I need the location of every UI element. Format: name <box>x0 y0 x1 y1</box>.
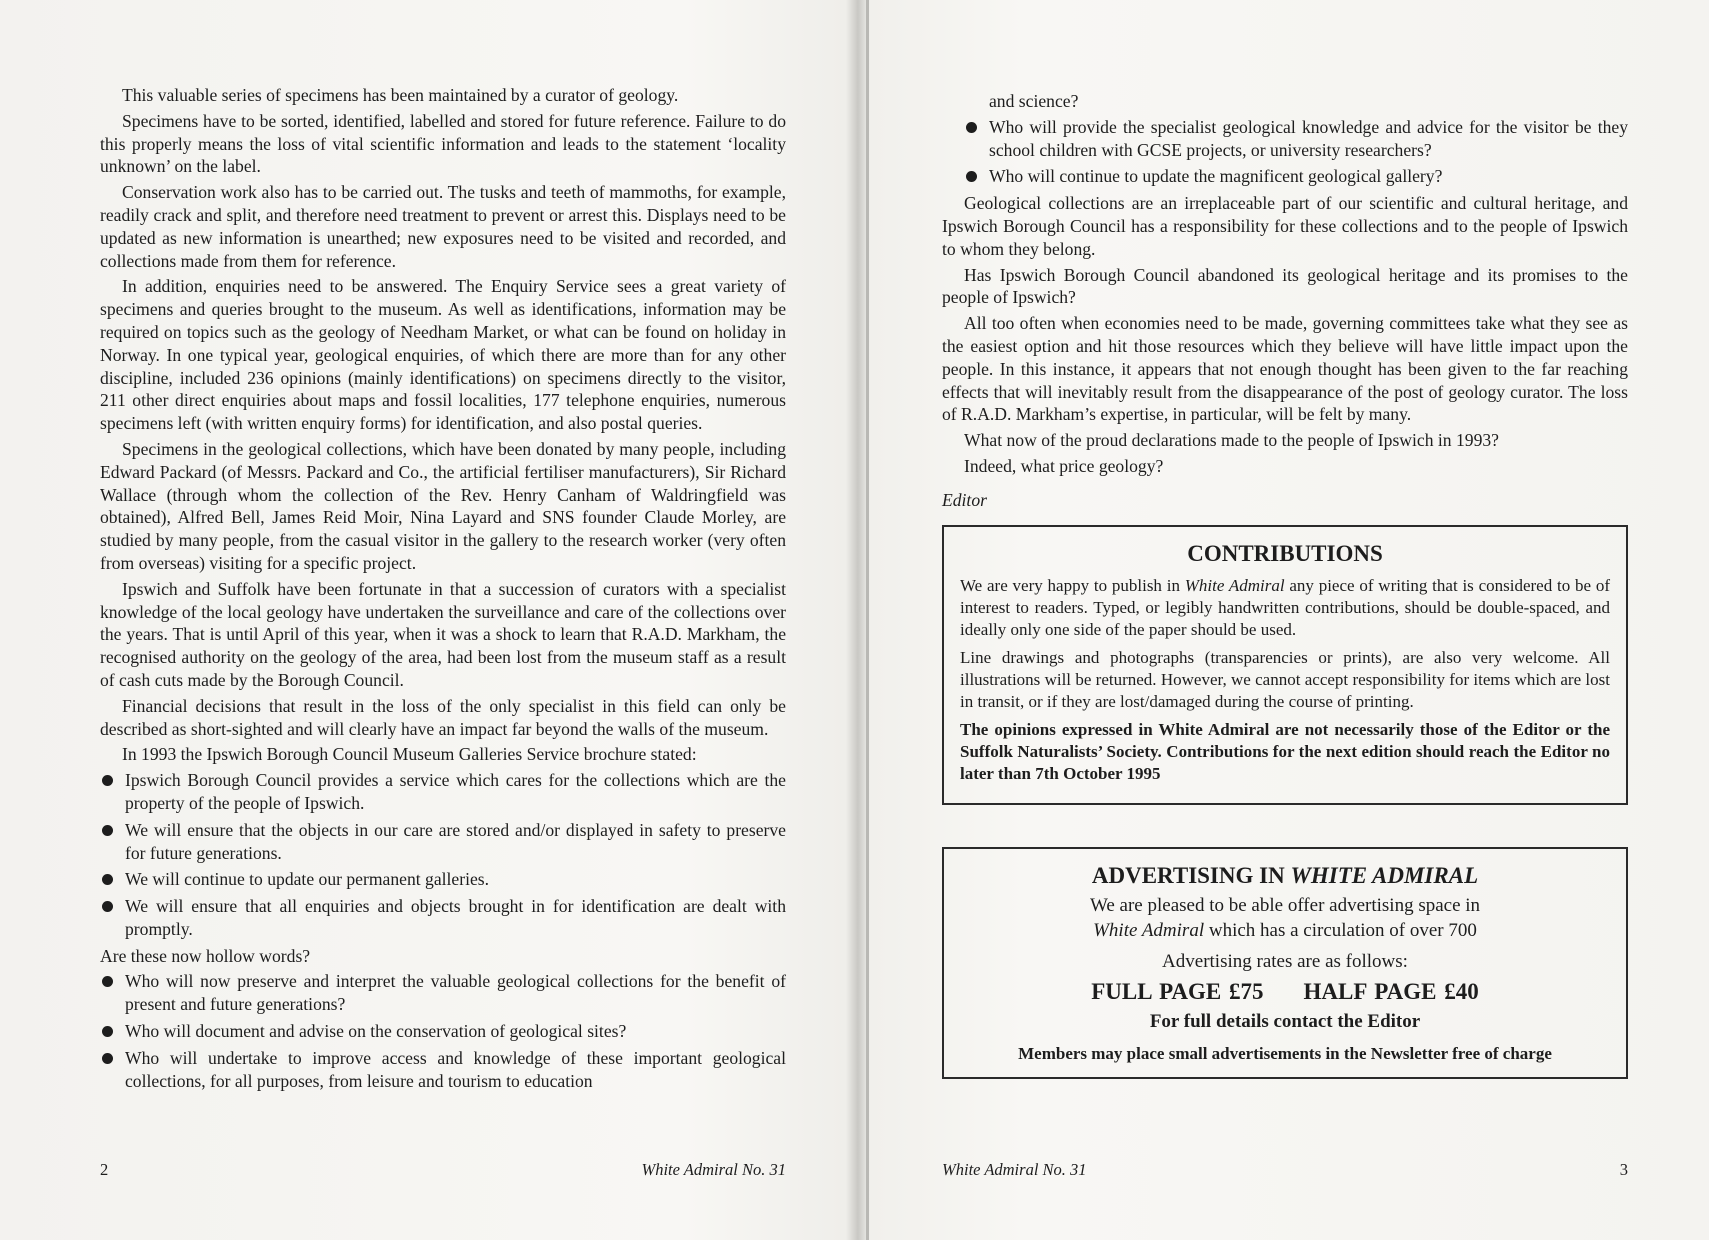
bullet-icon <box>102 1026 113 1037</box>
list-item <box>100 1047 786 1093</box>
advertising-title <box>960 863 1610 889</box>
paragraph: All too often when economies need to be made, governing committees take what they see as the easiest option and hit those resources which they believe will have little impact upon the people. In this instance, it appears that not enough thought has been given to the far reaching effects that will inevitably result from the disappearance of the post of geology curator. The loss of R.A.D. Markham’s expertise, in particular, will be felt by many. <box>942 313 1628 425</box>
right-page <box>942 0 1628 1240</box>
continuation-line: and science? <box>989 91 1079 111</box>
paragraph: Specimens have to be sorted, identified, labelled and stored for future reference. Failure to do this properly means the loss of vital scientific information and leads to the statement ‘locality unknown’ on the label. <box>100 110 786 177</box>
bullet-icon <box>102 775 113 786</box>
text-run: We are very happy to publish in <box>960 575 1185 595</box>
list-item <box>100 819 786 865</box>
list-item <box>942 116 1628 162</box>
text-run: which has a circulation of over 700 <box>1204 919 1477 941</box>
contact-line: For full details contact the Editor <box>1149 1010 1421 1032</box>
list-item-text: Who will document and advise on the conservation of geological sites? <box>125 1021 627 1042</box>
editor-signature: Editor <box>942 489 987 510</box>
paragraph: Ipswich and Suffolk have been fortunate in that a succession of curators with a specialist knowledge of the local geology have undertaken the surveillance and care of the collections over the years. That is until April of this year, when it was a shock to learn that R.A.D. Markham, the recognised authority on the geology of the area, had been lost from the museum staff as a result of cash cuts made by the Borough Council. <box>100 578 786 690</box>
list-item <box>100 769 786 815</box>
list-item <box>100 1020 786 1043</box>
members-note: Members may place small advertisements in the Newsletter free of charge <box>1018 1043 1552 1063</box>
list-item-text: Who will continue to update the magnificent geological gallery? <box>989 166 1443 187</box>
running-footer-right: White Admiral No. 31 <box>942 1160 1087 1179</box>
paragraph: Financial decisions that result in the loss of the only specialist in this field can only be described as short-sighted and will clearly have an impact far beyond the walls of the museum. <box>100 695 786 739</box>
paragraph: Specimens in the geological collections, which have been donated by many people, including Edward Packard (of Messrs. Packard and Co., the artificial fertiliser manufacturers), Sir Richard Wallace (through whom the collection of the Rev. Henry Canham of Waldringfield was obtained), Alfred Bell, James Reid Moir, Nina Layard and SNS founder Claude Morley, are studied by many people, from the casual visitor in the gallery to the research worker (very often from overseas) visiting for a specific project. <box>100 438 786 573</box>
left-page <box>100 0 786 1240</box>
bullet-icon <box>966 171 977 182</box>
contributions-box <box>942 525 1628 805</box>
bullet-icon <box>966 122 977 133</box>
bullet-icon <box>102 825 113 836</box>
questions-list-continued <box>942 116 1628 188</box>
paragraph: What now of the proud declarations made to the people of Ipswich in 1993? <box>964 430 1499 451</box>
list-item <box>100 895 786 941</box>
paragraph: This valuable series of specimens has been maintained by a curator of geology. <box>122 85 679 105</box>
questions-list <box>100 970 786 1092</box>
bullet-icon <box>102 901 113 912</box>
contributions-title: CONTRIBUTIONS <box>1187 540 1383 566</box>
bullet-icon <box>102 874 113 885</box>
page-gutter <box>866 0 869 1240</box>
advertising-prices <box>960 978 1610 1004</box>
paragraph: In addition, enquiries need to be answered. The Enquiry Service sees a great variety of specimens and queries brought to the museum. As well as identifications, information may be required on topics such as the geology of Needham Market, or what can be found on holiday in Norway. In one typical year, geological enquiries, of which there are more than for any other discipline, included 236 opinions (mainly identifications) on specimens directly to the visitor, 211 other direct enquiries about maps and fossil localities, 177 telephone enquiries, numerous specimens left (with written enquiry forms) for identification, and also postal queries. <box>100 276 786 434</box>
rates-intro: Advertising rates are as follows: <box>1162 950 1408 972</box>
left-text-column <box>100 84 786 1096</box>
list-item-text: Who will now preserve and interpret the valuable geological collections for the benefit of present and future generations? <box>125 971 786 1015</box>
contributions-paragraph <box>960 575 1610 641</box>
disclaimer: The opinions expressed in White Admiral are not necessarily those of the Editor or the Suffolk Naturalists’ Society. Contributions for the next edition should reach the Editor no later than 7th October 1995 <box>960 719 1610 783</box>
list-item <box>100 868 786 891</box>
text-run: ADVERTISING IN <box>1091 862 1291 888</box>
list-item-text: Who will undertake to improve access and knowledge of these important geological collections, for all purposes, from leisure and tourism to education <box>125 1047 786 1091</box>
bullet-icon <box>102 976 113 987</box>
list-item-text: We will continue to update our permanent galleries. <box>125 869 490 890</box>
paragraph: Has Ipswich Borough Council abandoned its geological heritage and its promises to the people of Ipswich? <box>942 264 1628 308</box>
advertising-line: We are pleased to be able offer advertising space in <box>1089 894 1481 916</box>
publication-name: WHITE ADMIRAL <box>1290 862 1479 888</box>
list-item-text: We will ensure that the objects in our care are stored and/or displayed in safety to preserve for future generations. <box>125 819 786 863</box>
running-footer-left: White Admiral No. 31 <box>641 1160 786 1179</box>
page-number-left: 2 <box>100 1160 109 1179</box>
question-line: Are these now hollow words? <box>100 945 311 966</box>
list-item <box>100 970 786 1016</box>
list-item-text: Ipswich Borough Council provides a service which cares for the collections which are the property of the people of Ipswich. <box>125 770 786 813</box>
paragraph: Conservation work also has to be carried out. The tusks and teeth of mammoths, for example, readily crack and split, and therefore need treatment to prevent or arrest this. Displays need to be updated as new information is unearthed; new exposures need to be visited and recorded, and collections made from them for reference. <box>100 182 786 271</box>
paragraph: In 1993 the Ipswich Borough Council Museum Galleries Service brochure stated: <box>122 744 697 765</box>
list-item-text: We will ensure that all enquiries and objects brought in for identification are dealt with promptly. <box>125 896 786 939</box>
publication-name: White Admiral <box>1093 919 1205 941</box>
right-text-column <box>942 90 1628 1079</box>
bullet-icon <box>102 1053 113 1064</box>
text-run: any piece of writing that is considered to be of interest to readers. Typed, or legibly handwritten contributions, should be double-spaced, and ideally only one side of the paper should be used. <box>960 575 1610 639</box>
list-item <box>942 165 1628 188</box>
contributions-paragraph: Line drawings and photographs (transparencies or prints), are also very welcome. All illustrations will be returned. However, we cannot accept responsibility for items which are lost in transit, or if they are lost/damaged during the course of printing. <box>960 647 1610 711</box>
publication-name: White Admiral <box>1184 575 1285 595</box>
paragraph: Geological collections are an irreplaceable part of our scientific and cultural heritage, and Ipswich Borough Council has a responsibility for these collections and to the people of Ipswich to whom they belong. <box>942 193 1628 259</box>
brochure-statements-list <box>100 769 786 941</box>
half-page-price: HALF PAGE £40 <box>1303 978 1479 1004</box>
full-page-price: FULL PAGE £75 <box>1091 978 1264 1004</box>
advertising-box <box>942 847 1628 1079</box>
page-number-right: 3 <box>1619 1160 1628 1179</box>
paragraph: Indeed, what price geology? <box>964 455 1164 476</box>
advertising-line <box>960 918 1610 943</box>
list-item-text: Who will provide the specialist geological knowledge and advice for the visitor be they school children with GCSE projects, or university researchers? <box>989 116 1628 160</box>
